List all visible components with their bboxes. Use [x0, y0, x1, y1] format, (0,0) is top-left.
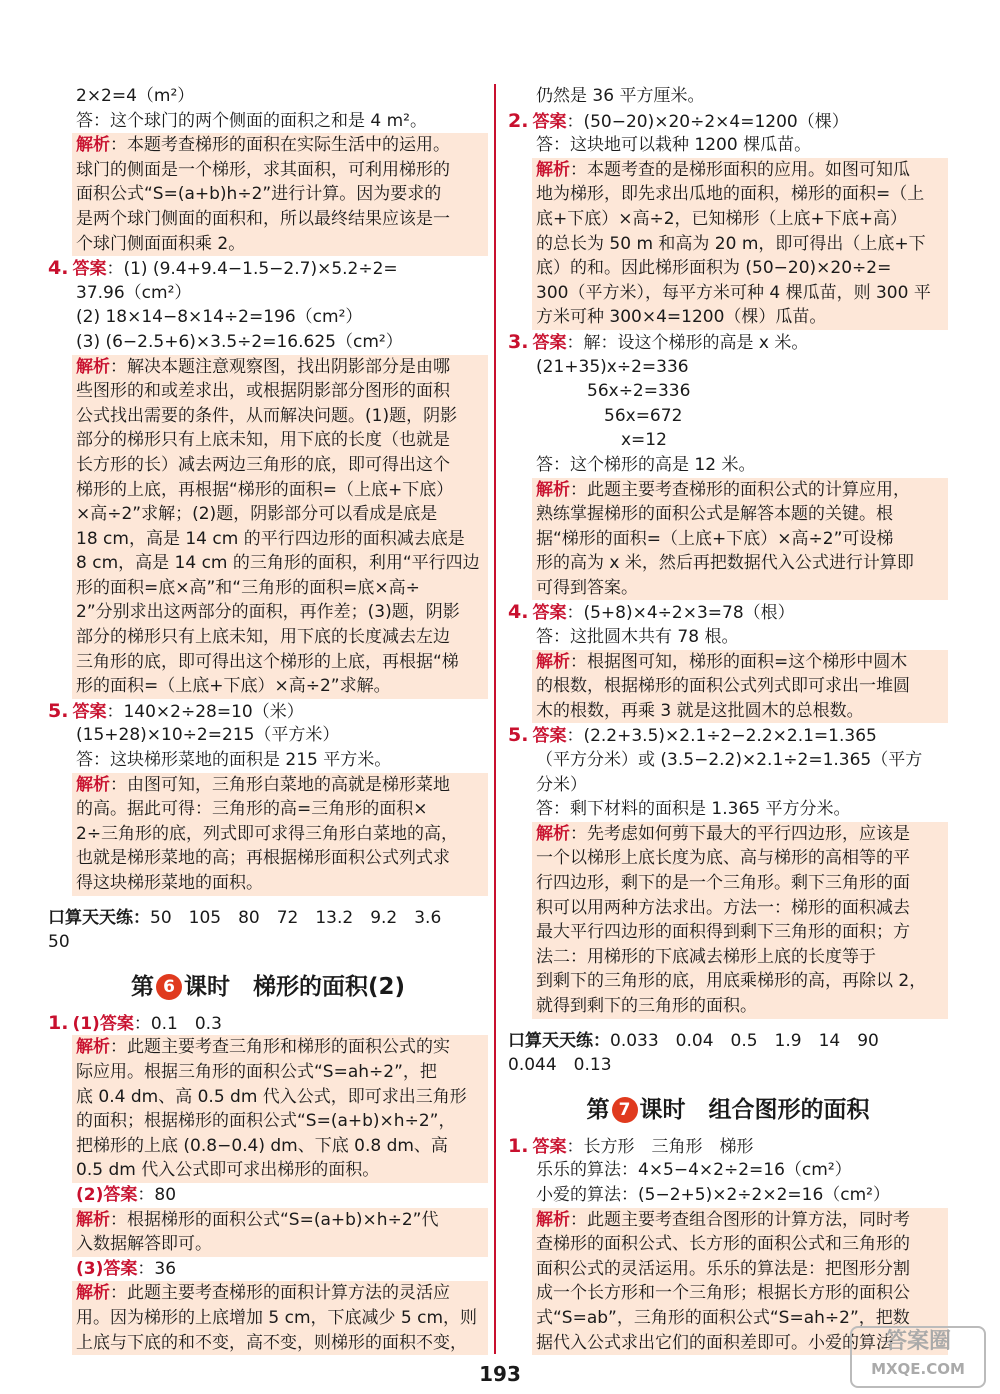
answer-text: ：(5+8)×4÷2×3=78（根） — [566, 603, 795, 624]
column-divider — [494, 84, 496, 1354]
analysis-text: ：由图可知，三角形白菜地的高就是梯形菜地 — [110, 774, 450, 795]
analysis-line — [532, 478, 948, 503]
analysis-text: ：此题主要考查三角形和梯形的面积公式的实 — [110, 1037, 450, 1058]
question-answer-line — [48, 699, 488, 724]
analysis-text-line: 公式找出需要的条件，从而解决问题。(1)题，阴影 — [72, 404, 488, 429]
question-answer-line — [508, 330, 948, 355]
question-answer-line — [508, 600, 948, 625]
analysis-text-line: 地为梯形，即先求出瓜地的面积，梯形的面积=（上 — [532, 182, 948, 207]
text-line: 答：这个梯形的高是 12 米。 — [536, 454, 756, 475]
analysis-text-line: 球门的侧面是一个梯形，求其面积，可利用梯形的 — [72, 158, 488, 183]
question-answer-line — [508, 109, 948, 134]
answer-text: ：(1) (9.4+9.4−1.5−2.7)×5.2÷2= — [106, 259, 398, 280]
analysis-text-line: 法二：用梯形的下底减去梯形上底的长度等于 — [532, 945, 948, 970]
analysis-text: ：本题考查的是梯形面积的应用。如图可知瓜 — [570, 159, 910, 180]
text-line: 2×2=4（m²） — [76, 86, 195, 106]
analysis-text-line: 8 cm，高是 14 cm 的三角形的面积，利用“平行四边 — [72, 551, 488, 576]
text-line: 分米） — [536, 774, 587, 795]
question-answer-line — [48, 1011, 488, 1036]
question-number: 1. — [48, 1011, 69, 1034]
watermark-url: MXQE.COM — [871, 1360, 965, 1378]
question-number: 3. — [508, 330, 529, 353]
analysis-text-line: 熟练掌握梯形的面积公式是解答本题的关键。根 — [532, 502, 948, 527]
analysis-text-line: 梯形的上底，再根据“梯形的面积=（上底+下底） — [72, 478, 488, 503]
text-line: 仍然是 36 平方厘米。 — [536, 86, 705, 106]
lesson-title-text: 课时 梯形的面积(2) — [183, 973, 406, 1000]
text-line: 37.96（cm²） — [76, 282, 192, 303]
lesson-number-badge: 7 — [612, 1097, 638, 1123]
analysis-text: ：此题主要考查梯形的面积计算方法的灵活应 — [110, 1283, 450, 1304]
oral-practice-line — [48, 906, 488, 931]
text-line: 乐乐的算法：4×5−4×2÷2=16（cm²） — [536, 1160, 852, 1181]
answer-label: (3)答案 — [76, 1258, 138, 1279]
analysis-label: 解析 — [536, 823, 570, 844]
analysis-text-line: 的总长为 50 m 和高为 20 m，即可得出（上底+下 — [532, 232, 948, 257]
text-line: 0.044 0.13 — [508, 1055, 612, 1076]
analysis-label: 解析 — [76, 774, 110, 795]
analysis-text: ：先考虑如何剪下最大的平行四边形，应该是 — [570, 823, 910, 844]
analysis-text-line: 据“梯形的面积=（上底+下底）×高÷2”可设梯 — [532, 527, 948, 552]
analysis-text-line: 部分的梯形只有上底未知，用下底的长度（也就是 — [72, 428, 488, 453]
analysis-text-line: 把梯形的上底 (0.8−0.4) dm、下底 0.8 dm、高 — [72, 1134, 488, 1159]
spacer — [48, 896, 488, 906]
answer-text: ：解：设这个梯形的高是 x 米。 — [566, 332, 809, 353]
text-line: 答：这块梯形菜地的面积是 215 平方米。 — [76, 750, 392, 771]
question-answer-line — [508, 723, 948, 748]
text-line: （平方分米）或 (3.5−2.2)×2.1÷2=1.365（平方 — [536, 750, 923, 771]
analysis-text-line: 方米可种 300×4=1200（棵）瓜苗。 — [532, 305, 948, 330]
analysis-line — [532, 158, 948, 183]
analysis-text-line: 就得到剩下的三角形的面积。 — [532, 994, 948, 1019]
analysis-text-line: 入数据解答即可。 — [72, 1232, 488, 1257]
answer-label: 答案 — [532, 332, 567, 353]
analysis-text-line: 些图形的和或差求出，或根据阴影部分图形的面积 — [72, 379, 488, 404]
analysis-text-line: 据代入公式求出它们的面积差即可。小爱的算法 — [532, 1331, 948, 1356]
text-line: 答：这块地可以栽种 1200 棵瓜苗。 — [536, 135, 812, 156]
text-line: (2) 18×14−8×14÷2=196（cm²） — [76, 307, 363, 328]
analysis-text-line: 2”分别求出这两部分的面积，再作差；(3)题，阴影 — [72, 600, 488, 625]
answer-text: ：(2.2+3.5)×2.1÷2−2.2×2.1=1.365 — [566, 726, 877, 747]
analysis-label: 解析 — [76, 356, 110, 377]
analysis-text-line: 形的面积=（上底+下底）×高÷2”求解。 — [72, 674, 488, 699]
analysis-text-line: 际应用。根据三角形的面积公式“S=ah÷2”，把 — [72, 1060, 488, 1085]
analysis-text-line: 部分的梯形只有上底未知，用下底的长度减去左边 — [72, 625, 488, 650]
analysis-text-line: 三角形的底，即可得出这个梯形的上底，再根据“梯 — [72, 650, 488, 675]
analysis-text-line: 查梯形的面积公式、长方形的面积公式和三角形的 — [532, 1232, 948, 1257]
text-line: 50 — [48, 932, 70, 953]
answer-text: ：140×2÷28=10（米） — [106, 701, 304, 722]
analysis-label: 解析 — [536, 479, 570, 500]
analysis-line — [72, 1281, 488, 1306]
question-number: 4. — [508, 601, 529, 624]
text-line: 56x÷2=336 — [536, 381, 691, 402]
analysis-text-line: 上底与下底的和不变，高不变，则梯形的面积不变， — [72, 1331, 488, 1356]
analysis-text-line: 2÷三角形的底，列式即可求得三角形白菜地的高， — [72, 822, 488, 847]
answer-text: ：80 — [137, 1184, 177, 1205]
analysis-line — [532, 650, 948, 675]
oral-practice-values: 50 105 80 72 13.2 9.2 3.6 — [150, 907, 442, 928]
analysis-text-line: 一个以梯形上底长度为底、高与梯形的高相等的平 — [532, 846, 948, 871]
lesson-title-prefix: 第 — [130, 973, 154, 1000]
analysis-label: 解析 — [536, 1209, 570, 1230]
lesson-title — [508, 1086, 948, 1134]
analysis-text-line: 的根数，根据梯形的面积公式列式即可求出一堆圆 — [532, 674, 948, 699]
analysis-text-line: 也就是梯形菜地的高；再根据梯形面积公式列式求 — [72, 846, 488, 871]
analysis-text-line: 用。因为梯形的上底增加 5 cm，下底减少 5 cm，则 — [72, 1306, 488, 1331]
analysis-text-line: 积可以用两种方法求出。方法一：梯形的面积减去 — [532, 896, 948, 921]
analysis-label: 解析 — [76, 1209, 110, 1230]
left-column — [48, 84, 488, 1355]
answer-text: ：0.1 0.3 — [133, 1013, 222, 1034]
analysis-text-line: 面积公式的灵活运用。乐乐的算法是：把图形分割 — [532, 1257, 948, 1282]
analysis-text-line: 式“S=ab”，三角形的面积公式“S=ah÷2”，把数 — [532, 1306, 948, 1331]
analysis-text-line: 形的面积=底×高”和“三角形的面积=底×高÷ — [72, 576, 488, 601]
question-answer-line — [48, 256, 488, 281]
text-line: 答：剩下材料的面积是 1.365 平方分米。 — [536, 799, 851, 820]
page-number: 193 — [479, 1362, 521, 1386]
analysis-text-line: 木的根数，再乘 3 就是这批圆木的总根数。 — [532, 699, 948, 724]
analysis-label: 解析 — [76, 1283, 110, 1304]
sub-answer-line — [48, 1257, 488, 1282]
analysis-text: ：此题主要考查梯形的面积公式的计算应用， — [570, 479, 910, 500]
question-number: 5. — [508, 724, 529, 747]
analysis-line — [72, 133, 488, 158]
text-line: x=12 — [536, 430, 667, 451]
question-number: 4. — [48, 257, 69, 280]
text-line: (21+35)x÷2=336 — [536, 356, 689, 377]
lesson-title-prefix: 第 — [586, 1096, 610, 1123]
analysis-text: ：根据图可知，梯形的面积=这个梯形中圆木 — [570, 651, 908, 672]
watermark-text: 答案圈 — [884, 1329, 951, 1354]
oral-practice-line — [508, 1029, 948, 1054]
sub-answer-line — [48, 1183, 488, 1208]
answer-text: ：(50−20)×20÷2×4=1200（棵） — [566, 111, 849, 132]
lesson-title — [48, 963, 488, 1011]
text-line: 56x=672 — [536, 405, 683, 426]
analysis-text-line: 长方形的长）减去两边三角形的底，即可得出这个 — [72, 453, 488, 478]
oral-practice-label: 口算天天练： — [48, 907, 150, 928]
analysis-line — [72, 1208, 488, 1233]
analysis-line — [532, 822, 948, 847]
analysis-text-line: 到剩下的三角形的底，用底乘梯形的高，再除以 2， — [532, 969, 948, 994]
spacer — [508, 1019, 948, 1029]
analysis-line — [532, 1208, 948, 1233]
analysis-text-line: 成一个长方形和一个三角形；根据长方形的面积公 — [532, 1281, 948, 1306]
answer-label: 答案 — [532, 726, 567, 747]
analysis-text-line: ×高÷2”求解；(2)题，阴影部分可以看成是底是 — [72, 502, 488, 527]
analysis-text-line: 0.5 dm 代入公式即可求出梯形的面积。 — [72, 1158, 488, 1183]
analysis-text-line: 的面积；根据梯形的面积公式“S=(a+b)×h÷2”， — [72, 1109, 488, 1134]
analysis-line — [72, 773, 488, 798]
answer-label: (2)答案 — [76, 1184, 138, 1205]
oral-practice-values: 0.033 0.04 0.5 1.9 14 90 — [610, 1030, 879, 1051]
analysis-line — [72, 1035, 488, 1060]
answer-label: 答案 — [532, 1136, 567, 1157]
question-answer-line — [508, 1134, 948, 1159]
analysis-text-line: 个球门侧面面积乘 2。 — [72, 232, 488, 257]
watermark-logo — [850, 1326, 986, 1388]
analysis-text-line: 18 cm，高是 14 cm 的平行四边形的面积减去底是 — [72, 527, 488, 552]
text-line: (3) (6−2.5+6)×3.5÷2=16.625（cm²） — [76, 331, 403, 352]
answer-label: 答案 — [532, 603, 567, 624]
analysis-text-line: 300（平方米），每平方米可种 4 棵瓜苗，则 300 平 — [532, 281, 948, 306]
analysis-text: ：根据梯形的面积公式“S=(a+b)×h÷2”代 — [110, 1209, 439, 1230]
answer-text: ：长方形 三角形 梯形 — [566, 1136, 754, 1157]
analysis-line — [72, 355, 488, 380]
answer-label: 答案 — [72, 259, 107, 280]
analysis-text-line: 得这块梯形菜地的面积。 — [72, 871, 488, 896]
analysis-text-line: 底+下底）×高÷2，已知梯形（上底+下底+高） — [532, 207, 948, 232]
analysis-text-line: 底）的和。因此梯形面积为 (50−20)×20÷2= — [532, 256, 948, 281]
answer-label: 答案 — [532, 111, 567, 132]
analysis-text-line: 可得到答案。 — [532, 576, 948, 601]
analysis-text-line: 的高。据此可得：三角形的高=三角形的面积× — [72, 797, 488, 822]
analysis-text: ：此题主要考查组合图形的计算方法，同时考 — [570, 1209, 910, 1230]
question-number: 1. — [508, 1134, 529, 1157]
analysis-text-line: 最大平行四边形的面积得到剩下三角形的面积；方 — [532, 920, 948, 945]
analysis-label: 解析 — [536, 651, 570, 672]
text-line: 答：这批圆木共有 78 根。 — [536, 627, 739, 648]
analysis-text: ：解决本题注意观察图，找出阴影部分是由哪 — [110, 356, 450, 377]
text-line: 小爱的算法：(5−2+5)×2÷2×2=16（cm²） — [536, 1184, 890, 1205]
right-column — [508, 84, 948, 1355]
text-line: (15+28)×10÷2=215（平方米） — [76, 725, 340, 746]
question-number: 2. — [508, 109, 529, 132]
analysis-label: 解析 — [76, 135, 110, 156]
analysis-text-line: 底 0.4 dm、高 0.5 dm 代入公式，即可求出三角形 — [72, 1085, 488, 1110]
analysis-label: 解析 — [76, 1037, 110, 1058]
lesson-number-badge: 6 — [156, 974, 182, 1000]
oral-practice-label: 口算天天练： — [508, 1030, 610, 1051]
analysis-label: 解析 — [536, 159, 570, 180]
analysis-text: ：本题考查梯形的面积在实际生活中的运用。 — [110, 135, 450, 156]
answer-label: 答案 — [72, 701, 107, 722]
question-number: 5. — [48, 699, 69, 722]
analysis-text-line: 行四边形，剩下的是一个三角形。剩下三角形的面 — [532, 871, 948, 896]
analysis-text-line: 形的高为 x 米，然后再把数据代入公式进行计算即 — [532, 551, 948, 576]
analysis-text-line: 面积公式“S=(a+b)h÷2”进行计算。因为要求的 — [72, 182, 488, 207]
text-line: 答：这个球门的两个侧面的面积之和是 4 m²。 — [76, 110, 427, 131]
answer-text: ：36 — [137, 1258, 177, 1279]
answer-label: (1)答案 — [72, 1013, 134, 1034]
lesson-title-text: 课时 组合图形的面积 — [639, 1096, 870, 1123]
analysis-text-line: 是两个球门侧面的面积和，所以最终结果应该是一 — [72, 207, 488, 232]
